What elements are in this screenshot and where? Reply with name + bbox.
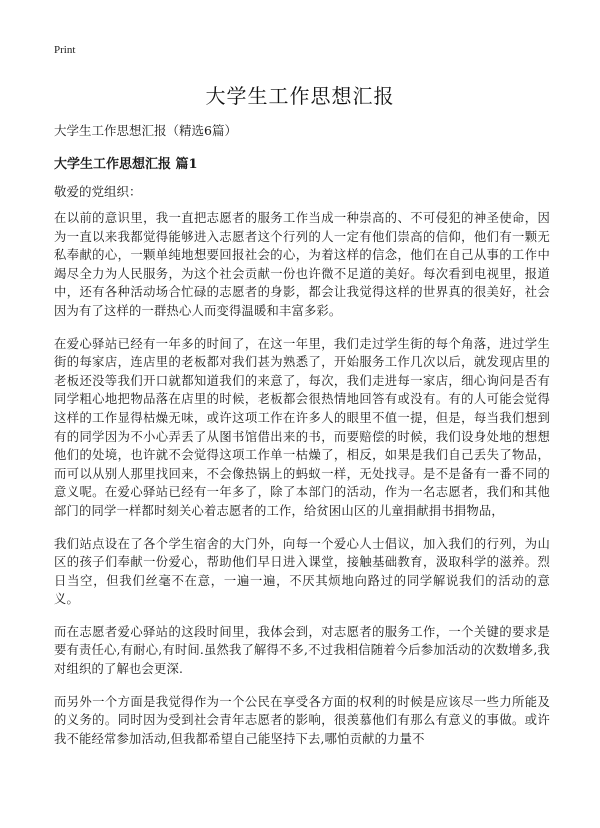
paragraph-5: 而另外一个方面是我觉得作为一个公民在享受各方面的权利的时候是应该尽一些力所能及的义务的。同时因为受到社会青年志愿者的影响，很羡慕他们有那么有意义的事做。或许我不能经常参加活动,但我都希望自己能坚持下去,哪怕贡献的力量不 [54,694,550,746]
print-link[interactable]: Print [54,44,76,56]
section-heading: 大学生工作思想汇报 篇1 [54,157,198,172]
paragraph-4: 而在志愿者爱心驿站的这段时间里，我体会到，对志愿者的服务工作，一个关键的要求是要有责任心,有耐心,有时间.虽然我了解得不多,不过我相信随着今后参加活动的次数增多,我对组织的了解也会更深. [54,624,550,677]
paragraph-2: 在爱心驿站已经有一年多的时间了，在这一年里，我们走过学生街的每个角落，进过学生街的每家店，连店里的老板都对我们甚为熟悉了，开始服务工作几次以后，就发现店里的老板还没等我们开口就都知道我们的来意了，每次，我们走进每一家店，细心询问是否有同学粗心地把物品落在店里的时候，老板都会很热情地回答有或没有。有的人可能会觉得这样的工作显得枯燥无味，或许这项工作在许多人的眼里不值一提，但是，每当我们想到有的同学因为不小心弄丢了从图书馆借出来的书，而要赔偿的时候，我们设身处地的想想他们的处境，也许就不会觉得这项工作单一枯燥了，相反，如果是我们自己丢失了物品，而可以从别人那里找回来，不会像热锅上的蚂蚁一样，无处找寻。是不是备有一番不同的意义呢。在爱心驿站已经有一年多了，除了本部门的活动，作为一名志愿者，我们和其他部门的同学一样都时刻关心着志愿者的工作，给贫困山区的儿童捐献捐书捐物品， [54,336,550,518]
document-subtitle: 大学生工作思想汇报（精选6篇） [54,123,237,138]
page-title: 大学生工作思想汇报 [205,84,395,108]
paragraph-1: 在以前的意识里，我一直把志愿者的服务工作当成一种崇高的、不可侵犯的神圣使命，因为一直以来我都觉得能够进入志愿者这个行列的人一定有他们崇高的信仰，他们有一颗无私奉献的心，一颗单纯地想要回报社会的心，为着这样的信念，他们在自己从事的工作中竭尽全力为人民服务，为这个社会贡献一份也许微不足道的美好。每次看到电视里，报道中，还有各种活动场合忙碌的志愿者的身影，都会让我觉得这样的世界真的很美好，社会因为有了这样的一群热心人而变得温暖和丰富多彩。 [54,211,550,318]
paragraph-3: 我们站点设在了各个学生宿舍的大门外，向每一个爱心人士倡议，加入我们的行列，为山区的孩子们奉献一份爱心，帮助他们早日进入课堂，接触基础教育，汲取科学的滋养。烈日当空，但我们丝毫不在意，一遍一遍，不厌其烦地向路过的同学解说我们的活动的意义。 [54,536,550,607]
body-text [54,209,550,762]
salutation: 敬爱的党组织： [54,184,142,199]
